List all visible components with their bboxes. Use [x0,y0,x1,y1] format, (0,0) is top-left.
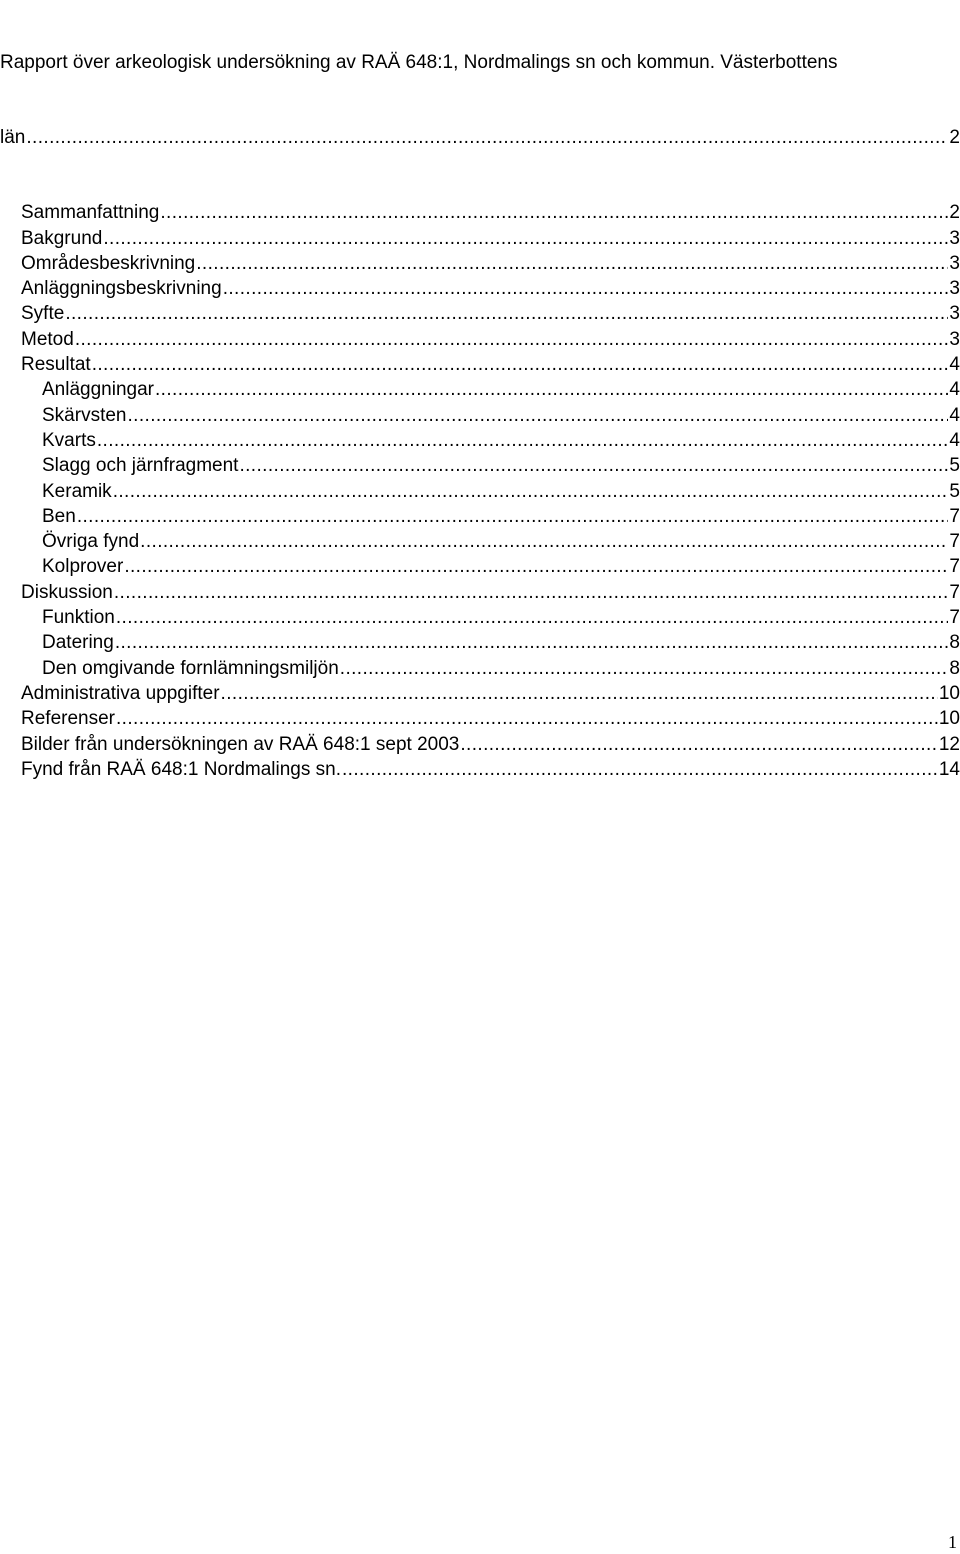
toc-title-line1: Rapport över arkeologisk undersökning av RAÄ 648:1, Nordmalings sn och kommun. Västerbottens [0,52,838,73]
toc-entry[interactable] [0,226,960,251]
toc-entry-page: 4 [949,379,960,401]
toc-entry-page: 7 [949,581,960,603]
toc-entry[interactable] [0,327,960,352]
toc-entry-label: Bakgrund [21,227,103,249]
toc-leader-dots [342,757,938,782]
toc-entry[interactable] [0,200,960,225]
toc-entry-label: Datering [42,632,114,654]
toc-entry[interactable] [0,301,960,326]
toc-leader-dots [103,226,948,251]
toc-leader-dots [460,732,938,757]
toc-leader-dots [75,327,949,352]
toc-entry-page: 7 [949,531,960,553]
toc-entry-label: Ben [42,505,76,527]
toc-leader-dots [65,301,948,326]
toc-leader-dots [140,529,948,554]
toc-entry[interactable] [0,529,960,554]
toc-entry[interactable] [0,656,960,681]
toc-entry-page: 10 [938,682,960,704]
toc-entry[interactable] [0,504,960,529]
toc-entry-label: Bilder från undersökningen av RAÄ 648:1 sept 2003 [21,733,460,755]
toc-entry[interactable] [0,706,960,731]
toc-title-entry[interactable] [0,0,960,200]
toc-entry[interactable] [0,403,960,428]
toc-entry[interactable] [0,352,960,377]
toc-leader-dots [221,681,938,706]
toc-leader-dots [113,479,949,504]
toc-entry[interactable] [0,605,960,630]
toc-entry[interactable] [0,580,960,605]
toc-entry[interactable] [0,630,960,655]
toc-entry-label: Områdesbeskrivning [21,252,196,274]
toc-entry-label: Övriga fynd [42,531,140,553]
toc-entry[interactable] [0,479,960,504]
toc-entry-label: Funktion [42,607,115,629]
toc-leader-dots [97,428,949,453]
toc-leader-dots [116,605,949,630]
toc-entry-page: 12 [938,733,960,755]
toc-leader-dots [196,251,948,276]
toc-entry-label: Fynd från RAÄ 648:1 Nordmalings sn. [21,758,341,780]
toc-entry-page: 4 [949,354,960,376]
toc-entry-label: Metod [21,328,74,350]
toc-entry-page: 7 [949,556,960,578]
toc-entry-label: Syfte [21,303,65,325]
toc-entry-label: Diskussion [21,581,113,603]
toc-title-line2-row [0,125,960,150]
toc-entry-label: Keramik [42,480,112,502]
toc-entry[interactable] [0,554,960,579]
toc-entry-label: Den omgivande fornlämningsmiljön [42,657,339,679]
toc-entry-page: 4 [949,404,960,426]
toc-entry-page: 3 [949,303,960,325]
toc-entry-label: Anläggningsbeskrivning [21,278,222,300]
toc-entry-page: 8 [949,657,960,679]
toc-entry-label: Slagg och järnfragment [42,455,239,477]
toc-title-line2: län [0,127,26,148]
toc-entry-label: Resultat [21,354,91,376]
toc-leader-dots [115,630,949,655]
toc-leader-dots [92,352,949,377]
toc-entry-label: Administrativa uppgifter [21,682,220,704]
toc-entry-label: Kolprover [42,556,124,578]
toc-entry-page: 7 [949,607,960,629]
toc-title-page: 2 [949,127,960,148]
toc-entry[interactable] [0,276,960,301]
toc-leader-dots [114,580,949,605]
toc-entry[interactable] [0,453,960,478]
toc-leader-dots [223,276,949,301]
toc-entry-page: 14 [938,758,960,780]
toc-leader-dots [26,125,948,150]
toc-entry[interactable] [0,732,960,757]
toc-leader-dots [127,403,948,428]
toc-entry-page: 3 [949,278,960,300]
toc-entry-label: Kvarts [42,429,96,451]
toc-entry[interactable] [0,681,960,706]
toc-leader-dots [239,453,948,478]
toc-entry-label: Skärvsten [42,404,127,426]
toc-entry-page: 7 [949,505,960,527]
toc-entry-label: Referenser [21,708,115,730]
toc-entry-page: 10 [938,708,960,730]
toc-entry-page: 4 [949,429,960,451]
toc-leader-dots [340,656,949,681]
toc-entry-page: 5 [949,455,960,477]
toc-entry-page: 2 [949,202,960,224]
toc-entry[interactable] [0,428,960,453]
toc-entry-page: 5 [949,480,960,502]
toc-entry-label: Sammanfattning [21,202,160,224]
toc-leader-dots [160,200,948,225]
toc-list [0,200,960,782]
toc-entry-page: 3 [949,252,960,274]
toc-leader-dots [155,377,948,402]
toc-entry[interactable] [0,251,960,276]
toc-leader-dots [124,554,948,579]
toc-entry[interactable] [0,757,960,782]
toc-entry-page: 3 [949,328,960,350]
page-number: 1 [948,1532,957,1552]
toc-leader-dots [116,706,938,731]
toc-entry-page: 3 [949,227,960,249]
toc-leader-dots [77,504,949,529]
toc-entry-page: 8 [949,632,960,654]
toc-entry[interactable] [0,377,960,402]
toc-entry-label: Anläggningar [42,379,154,401]
